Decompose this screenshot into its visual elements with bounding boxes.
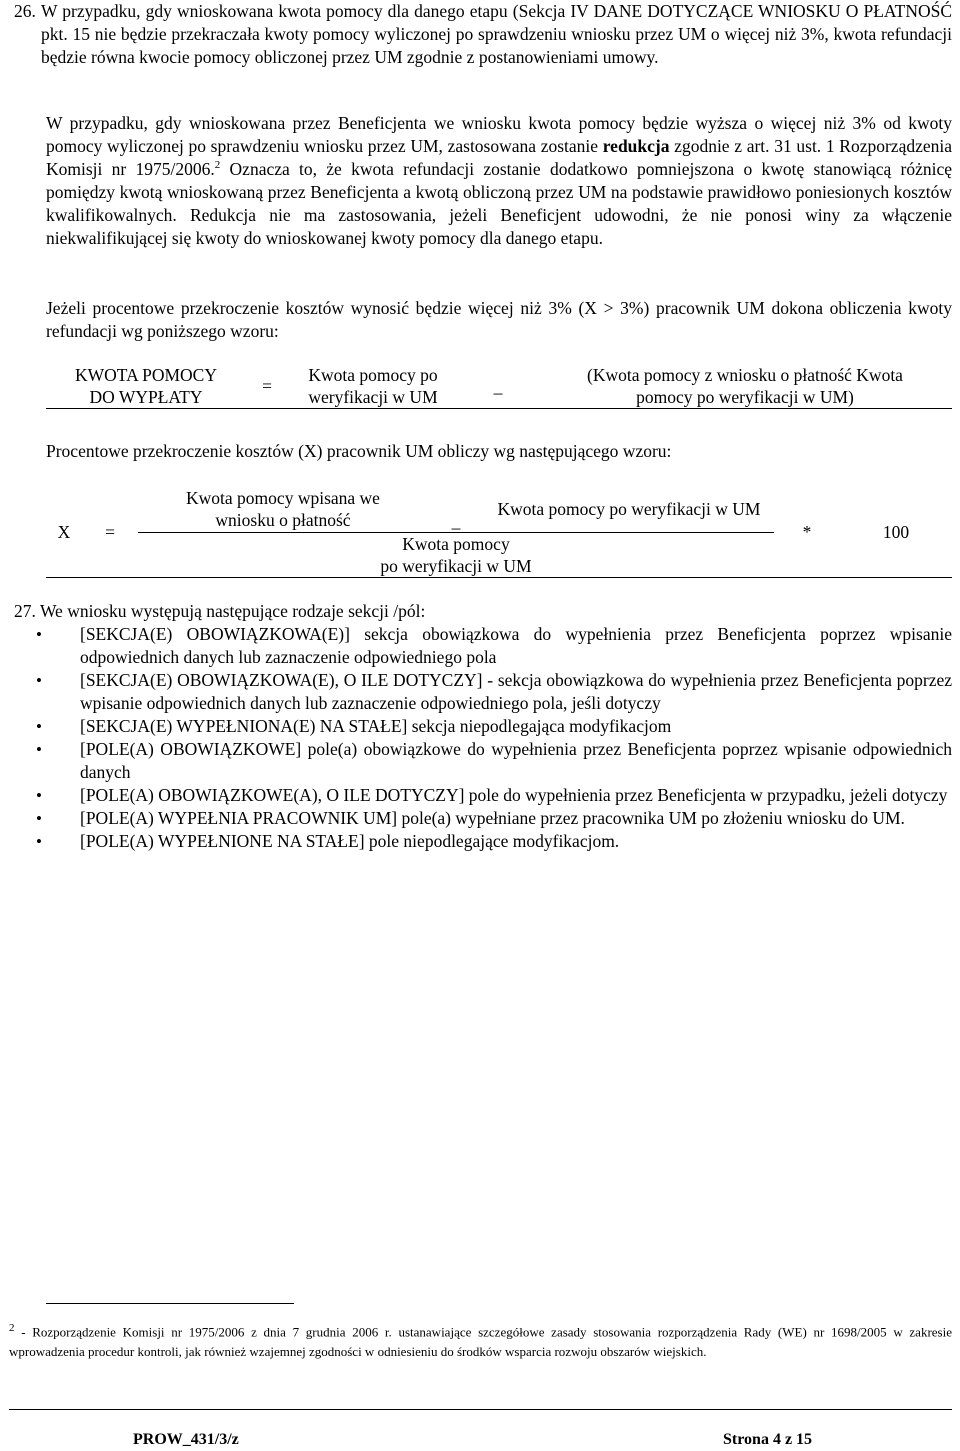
formula2-num-a-line2: wniosku o płatność (215, 510, 351, 530)
reduction-text-1: W przypadku, gdy wnioskowana przez Beneficjenta we wniosku kwota pomocy będzie wyższa o więcej niż 3% od kwoty pomocy wyliczonej po sprawdzeniu wniosku przez UM, zastosowana zostanie (46, 113, 952, 156)
refund-formula (46, 364, 952, 409)
formula2-den-line2: po weryfikacji w UM (380, 556, 532, 576)
formula2-hundred: 100 (840, 486, 952, 578)
formula1-left-line2: DO WYPŁATY (89, 387, 203, 407)
formula1-right (538, 364, 952, 409)
bullet-icon: • (36, 740, 42, 759)
formula1-mid-line1: Kwota pomocy po (308, 365, 438, 385)
formula2-times: * (774, 486, 840, 578)
bullet-icon: • (36, 786, 42, 805)
footnote-separator (46, 1303, 294, 1304)
formula1-mid-line2: weryfikacji w UM (308, 387, 438, 407)
formula2-minus: _ (428, 486, 484, 533)
section-26-text: W przypadku, gdy wnioskowana kwota pomocy dla danego etapu (Sekcja IV DANE DOTYCZĄCE WNIOSKU O PŁATNOŚĆ pkt. 15 nie będzie przekraczała kwoty pomocy wyliczonej po sprawdzeniu wniosku przez UM o więcej niż 3%, kwota refundacji będzie równa kwocie pomocy obliczonej przez UM zgodnie z postanowieniami umowy. (41, 1, 952, 67)
formula2-num-a-line1: Kwota pomocy wpisana we (186, 488, 380, 508)
formula1-left (46, 364, 246, 409)
list-item: • [SEKCJA(E) OBOWIĄZKOWA(E)] sekcja obowiązkowa do wypełnienia przez Beneficjenta poprzez wpisanie odpowiednich danych lub zaznaczenie odpowiedniego pola (36, 624, 952, 667)
footnote-marker: 2 (9, 1322, 15, 1334)
formula1-minus: _ (458, 364, 538, 409)
bullet-icon: • (36, 625, 42, 644)
footnote-text: - Rozporządzenie Komisji nr 1975/2006 z dnia 7 grudnia 2006 r. ustanawiające szczegółowe zasady stosowania rozporządzenia Rady (WE) nr 1698/2005 w zakresie wprowadzenia procedur kontroli, jak również wzajemnej zgodności w odniesieniu do środków wsparcia rozwoju obszarów wiejskich. (9, 1324, 952, 1360)
formula2-denominator (138, 533, 774, 578)
formula1-equals: = (246, 364, 288, 409)
section-26 (14, 0, 952, 69)
percent-paragraph: Jeżeli procentowe przekroczenie kosztów wynosić będzie więcej niż 3% (X > 3%) pracownik UM dokona obliczenia kwoty refundacji wg poniższego wzoru: (46, 298, 952, 341)
footnote-reference[interactable]: 2 (214, 159, 221, 172)
formula1-left-line1: KWOTA POMOCY (74, 365, 217, 385)
list-item: • [POLE(A) WYPEŁNIA PRACOWNIK UM] pole(a) wypełniane przez pracownika UM po złożeniu wniosku do UM. (36, 808, 905, 828)
list-item: • [POLE(A) OBOWIĄZKOWE(A), O ILE DOTYCZY] pole do wypełnienia przez Beneficjenta w przypadku, jeżeli dotyczy (36, 785, 948, 805)
reduction-bold-term: redukcja (602, 136, 670, 156)
section-types-list (14, 623, 952, 853)
formula1-right-line1: (Kwota pomocy z wniosku o płatność Kwota (587, 365, 903, 385)
footer-page-number: Strona 4 z 15 (723, 1431, 813, 1448)
section-27-number: 27. (14, 601, 36, 621)
formula2-equals: = (82, 486, 138, 578)
list-item: • [POLE(A) OBOWIĄZKOWE] pole(a) obowiązkowe do wypełnienia przez Beneficjenta poprzez wpisanie odpowiednich danych (36, 739, 952, 782)
list-item: • [POLE(A) WYPEŁNIONE NA STAŁE] pole niepodlegające modyfikacjom. (36, 831, 620, 851)
reduction-text-3: Oznacza to, że kwota refundacji zostanie dodatkowo pomniejszona o kwotę stanowiącą różnicę pomiędzy kwotą wnioskowaną przez Beneficjenta a kwotą obliczoną przez UM na podstawie prawidłowo poniesionych kosztów kwalifikowalnych. Redukcja nie ma zastosowania, jeżeli Beneficjent udowodni, że nie ponosi winy za włączenie niekwalifikującej się kwoty do wnioskowanej kwoty pomocy dla danego etapu. (46, 159, 953, 248)
list-item: • [SEKCJA(E) WYPEŁNIONA(E) NA STAŁE] sekcja niepodlegająca modyfikacjom (36, 716, 672, 736)
footer-document-code: PROW_431/3/z (133, 1431, 239, 1448)
formula2-x: X (46, 486, 82, 578)
section-27-heading-text: We wniosku występują następujące rodzaje sekcji /pól: (39, 601, 426, 621)
footnote (9, 1318, 952, 1362)
bullet-icon: • (36, 717, 42, 736)
section-27 (14, 600, 952, 853)
list-item: • [SEKCJA(E) OBOWIĄZKOWA(E), O ILE DOTYCZY] - sekcja obowiązkowa do wypełnienia przez Beneficjenta poprzez wpisanie odpowiednich danych lub zaznaczenie odpowiedniego pola, jeśli dotyczy (36, 670, 952, 713)
reduction-text-2: zgodnie z art. 31 ust. 1 Rozporządzenia Komisji nr 1975/2006. (46, 136, 952, 179)
formula2-numerator-a (138, 486, 428, 533)
formula1-right-line2: pomocy po weryfikacji w UM) (636, 387, 854, 407)
bullet-icon: • (36, 671, 42, 690)
bullet-icon: • (36, 832, 42, 851)
formula2-numerator-b: Kwota pomocy po weryfikacji w UM (484, 486, 774, 533)
formula2-den-line1: Kwota pomocy (402, 534, 510, 554)
bullet-icon: • (36, 809, 42, 828)
percent-formula (46, 486, 952, 578)
section-26-number: 26. (14, 1, 36, 21)
formula1-middle (288, 364, 458, 409)
footer-separator (9, 1409, 952, 1410)
reduction-paragraph (46, 112, 952, 250)
section-27-heading (14, 600, 952, 623)
x-paragraph: Procentowe przekroczenie kosztów (X) pracownik UM obliczy wg następującego wzoru: (46, 441, 672, 461)
